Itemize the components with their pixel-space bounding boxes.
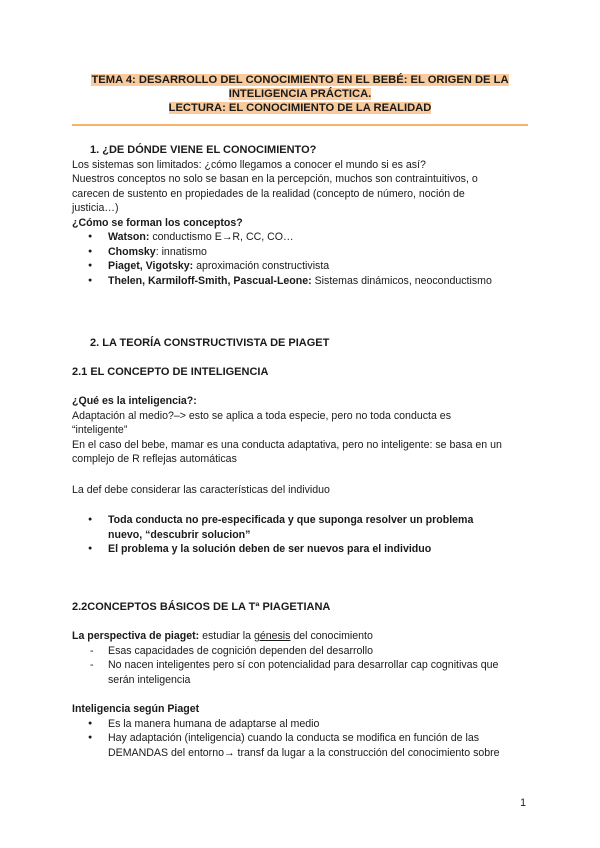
- s2-paragraph-1a: Adaptación al medio?–> esto se aplica a toda especie, pero no toda conducta es: [72, 409, 451, 422]
- list-item: - Esas capacidades de cognición dependen del desarrollo: [72, 644, 532, 659]
- list-item: ● Watson: conductismo E→R, CC, CO…: [72, 230, 532, 245]
- section-1-heading: 1. ¿DE DÓNDE VIENE EL CONOCIMIENTO?: [90, 144, 317, 156]
- list-item: ● Es la manera humana de adaptarse al medio: [72, 717, 532, 732]
- section-1: [72, 143, 532, 288]
- title-line-1: TEMA 4: DESARROLLO DEL CONOCIMIENTO EN EL BEBÉ: EL ORIGEN DE LA: [91, 74, 509, 86]
- title-divider: [72, 124, 528, 126]
- section-2-2-heading: 2.2CONCEPTOS BÁSICOS DE LA Tª PIAGETIANA: [72, 601, 331, 613]
- list-item: ● Piaget, Vigotsky: aproximación constructivista: [72, 259, 532, 274]
- s1-subheading: ¿Cómo se forman los conceptos?: [72, 216, 243, 229]
- list-item: ● Hay adaptación (inteligencia) cuando la conducta se modifica en función de las DEMANDAS del entorno→ transf da lugar a la construcción del conocimiento sobre: [72, 731, 532, 760]
- s1-paragraph-2a: Nuestros conceptos no solo se basan en la percepción, muchos son contraintuitivos, o: [72, 173, 478, 185]
- s1-paragraph-1: Los sistemas son limitados: ¿cómo llegamos a conocer el mundo si es así?: [72, 158, 426, 171]
- intelligence-heading: Inteligencia según Piaget: [72, 703, 200, 715]
- s2-paragraph-2a: En el caso del bebe, mamar es una conducta adaptativa, pero no inteligente: se basa en un: [72, 438, 502, 451]
- section-2-1-heading: 2.1 EL CONCEPTO DE INTELIGENCIA: [72, 366, 269, 378]
- intelligence-piaget-block: [72, 702, 532, 760]
- list-item: ● Chomsky: innatismo: [72, 245, 532, 260]
- s2-paragraph-1b: “inteligente”: [72, 424, 128, 436]
- document-title: [72, 72, 528, 114]
- title-line-2: INTELIGENCIA PRÁCTICA.: [228, 88, 372, 100]
- concept-theories-list: [72, 230, 532, 288]
- s2-paragraph-3: La def debe considerar las características del individuo: [72, 484, 330, 496]
- page-number: 1: [520, 797, 526, 809]
- s1-paragraph-2b: carecen de sustento en propiedades de la realidad (concepto de número, noción de: [72, 187, 465, 200]
- s2-paragraph-2b: complejo de R reflejas automáticas: [72, 453, 237, 465]
- s1-paragraph-2c: justicia…): [72, 202, 119, 214]
- list-item: ● El problema y la solución deben de ser nuevos para el individuo: [72, 542, 532, 557]
- section-2-1-body: [72, 394, 532, 467]
- section-2-2-body: [72, 629, 532, 687]
- title-line-3: LECTURA: EL CONOCIMIENTO DE LA REALIDAD: [168, 102, 432, 114]
- list-item: - No nacen inteligentes pero sí con potencialidad para desarrollar cap cognitivas que serán inteligencia: [72, 658, 532, 687]
- perspective-line: La perspectiva de piaget: estudiar la génesis del conocimiento: [72, 630, 373, 642]
- definition-bullets: [72, 513, 532, 557]
- inteligencia-question: ¿Qué es la inteligencia?:: [72, 395, 197, 407]
- list-item: ● Thelen, Karmiloff-Smith, Pascual-Leone: Sistemas dinámicos, neoconductismo: [72, 274, 532, 289]
- list-item: ● Toda conducta no pre-especificada y que suponga resolver un problema nuevo, “descubrir solucion”: [72, 513, 532, 542]
- section-2-heading: 2. LA TEORÍA CONSTRUCTIVISTA DE PIAGET: [90, 337, 330, 349]
